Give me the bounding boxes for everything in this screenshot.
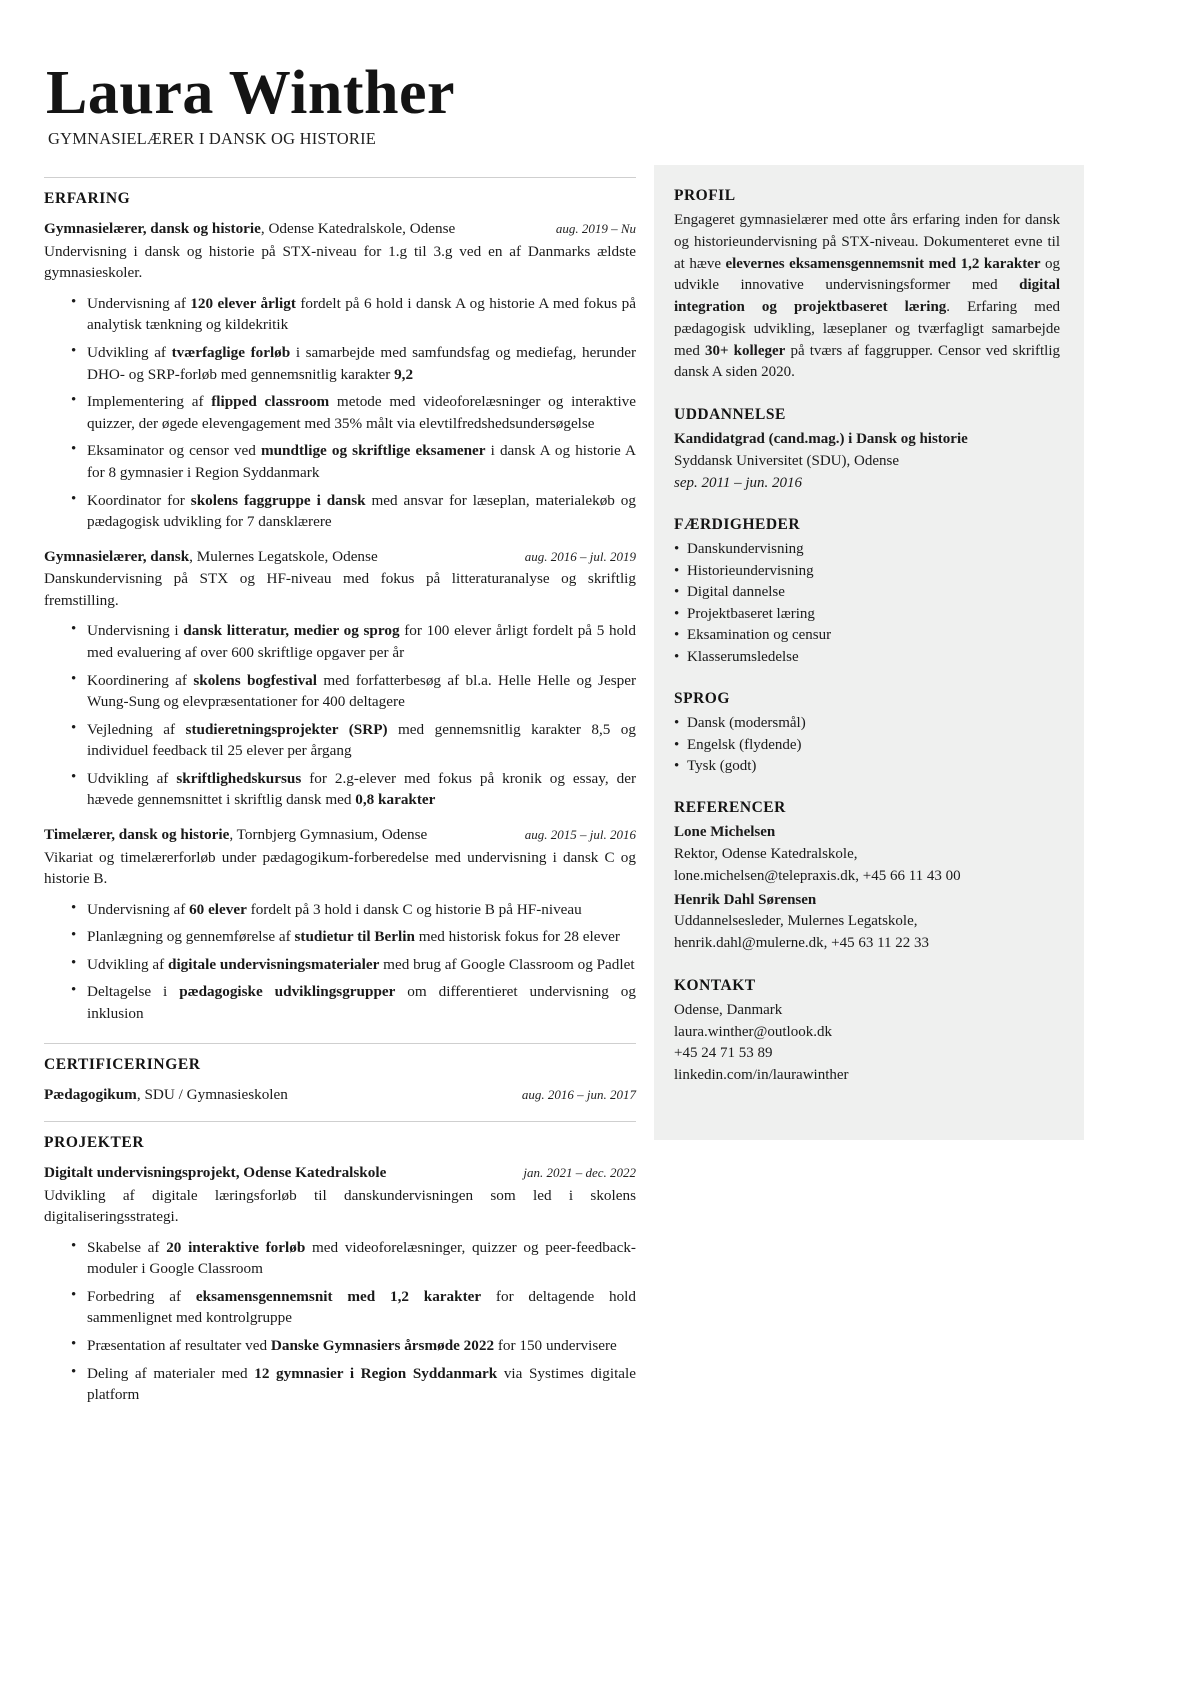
bullet-item: • Undervisning af 120 elever årligt fordelt på 6 hold i dansk A og historie A med fokus på analytisk tænkning og kildekritik: [71, 293, 636, 336]
entry-header: [44, 1163, 636, 1184]
professional-subtitle: GYMNASIELÆRER I DANSK OG HISTORIE: [48, 129, 377, 149]
reference-name: Henrik Dahl Sørensen: [674, 891, 817, 908]
reference-role: Uddannelsesleder, Mulernes Legatskole,: [674, 913, 918, 930]
bullet-item: • Deltagelse i pædagogiske udviklingsgrupper om differentieret undervisning og inklusion: [71, 981, 636, 1024]
language-item: • Tysk (godt): [674, 756, 1060, 777]
bullet-item: • Skabelse af 20 interaktive forløb med videoforelæsninger, quizzer og peer-feedback-moduler i Google Classroom: [71, 1237, 636, 1280]
bullet-item: • Udvikling af skriftlighedskursus for 2.g-elever med fokus på kronik og essay, der hævede gennemsnittet i skriftlig dansk med 0,8 karakter: [71, 768, 636, 811]
sidebar-section-education: [674, 406, 1060, 494]
reference-contact[interactable]: henrik.dahl@mulerne.dk, +45 63 11 22 33: [674, 935, 930, 952]
skill-item: • Klasserumsledelse: [674, 647, 1060, 668]
cv-body: [44, 177, 1135, 1420]
contact-location: Odense, Danmark: [674, 1001, 783, 1018]
project-entry: [44, 1163, 636, 1406]
reference-entry: [674, 822, 1060, 887]
sidebar-title-education: UDDANNELSE: [674, 406, 786, 424]
bullet-item: • Undervisning af 60 elever fordelt på 3 hold i dansk C og historie B på HF-niveau: [71, 899, 636, 921]
bullet-list: [44, 1237, 636, 1406]
section-title-projects: PROJEKTER: [44, 1134, 145, 1152]
entry-date: aug. 2019 – Nu: [555, 221, 636, 237]
language-item: • Engelsk (flydende): [674, 735, 1060, 756]
sidebar-section-references: [674, 799, 1060, 955]
skill-item: • Historieundervisning: [674, 561, 1060, 582]
education-school: Syddansk Universitet (SDU), Odense: [674, 452, 899, 469]
main-column: [44, 177, 636, 1420]
section-title-certifications: CERTIFICERINGER: [44, 1055, 201, 1073]
experience-entry: [44, 219, 636, 532]
bullet-list: [44, 620, 636, 811]
bullet-item: • Udvikling af tværfaglige forløb i samarbejde med samfundsfag og mediefag, herunder DHO- og SRP-forløb med gennemsnitlig karakter 9,2: [71, 342, 636, 385]
reference-role: Rektor, Odense Katedralskole,: [674, 846, 858, 863]
bullet-list: [44, 293, 636, 533]
section-divider: [44, 1121, 636, 1122]
bullet-item: • Planlægning og gennemførelse af studietur til Berlin med historisk fokus for 28 elever: [71, 926, 636, 948]
bullet-item: • Vejledning af studieretningsprojekter (SRP) med gennemsnitlig karakter 8,5 og individuel feedback til 25 elever per årgang: [71, 719, 636, 762]
education-degree: Kandidatgrad (cand.mag.) i Dansk og historie: [674, 431, 968, 448]
sidebar-title-profile: PROFIL: [674, 187, 736, 205]
sidebar-section-contact: [674, 977, 1060, 1087]
languages-list: [674, 713, 1060, 777]
sidebar-title-references: REFERENCER: [674, 799, 786, 817]
bullet-item: • Koordinator for skolens faggruppe i dansk med ansvar for læseplan, materialekøb og pædagogisk udvikling for 7 dansklærere: [71, 490, 636, 533]
contact-phone[interactable]: +45 24 71 53 89: [674, 1045, 773, 1062]
sidebar-title-skills: FÆRDIGHEDER: [674, 516, 801, 534]
entry-date: jan. 2021 – dec. 2022: [523, 1165, 636, 1181]
bullet-item: • Deling af materialer med 12 gymnasier i Region Syddanmark via Systimes digitale platform: [71, 1363, 636, 1406]
skill-item: • Projektbaseret læring: [674, 604, 1060, 625]
experience-entry: [44, 825, 636, 1025]
bullet-item: • Eksaminator og censor ved mundtlige og skriftlige eksamener i dansk A og historie A for 8 gymnasier i Region Syddanmark: [71, 440, 636, 483]
reference-contact[interactable]: lone.michelsen@telepraxis.dk, +45 66 11 43 00: [674, 867, 961, 884]
entry-description: Vikariat og timelærerforløb under pædagogikum-forberedelse med undervisning i dansk C og historie B.: [44, 848, 636, 888]
sidebar-section-skills: [674, 516, 1060, 668]
language-item: • Dansk (modersmål): [674, 713, 1060, 734]
section-divider: [44, 1043, 636, 1044]
bullet-item: • Præsentation af resultater ved Danske Gymnasiers årsmøde 2022 for 150 undervisere: [71, 1335, 636, 1357]
entry-date: aug. 2015 – jul. 2016: [524, 826, 636, 842]
entry-header: [44, 1085, 636, 1106]
entry-header: [44, 219, 636, 240]
contact-linkedin[interactable]: linkedin.com/in/laurawinther: [674, 1067, 849, 1084]
entry-title: Timelærer, dansk og historie, Tornbjerg Gymnasium, Odense: [44, 825, 428, 843]
entry-title: Gymnasielærer, dansk, Mulernes Legatskole, Odense: [44, 547, 378, 565]
experience-list: [44, 219, 636, 1024]
bullet-list: [44, 899, 636, 1025]
education-date: sep. 2011 – jun. 2016: [674, 474, 803, 491]
skill-item: • Danskundervisning: [674, 539, 1060, 560]
section-title-experience: ERFARING: [44, 190, 131, 208]
section-divider: [44, 177, 636, 178]
sidebar-title-languages: SPROG: [674, 690, 730, 708]
bullet-item: • Undervisning i dansk litteratur, medier og sprog for 100 elever årligt fordelt på 5 hold med evaluering af over 600 skriftlige opgaver per år: [71, 620, 636, 663]
certification-entry: [44, 1085, 636, 1106]
entry-date: aug. 2016 – jul. 2019: [524, 548, 636, 564]
certifications-list: [44, 1085, 636, 1106]
skill-item: • Digital dannelse: [674, 582, 1060, 603]
entry-date: aug. 2016 – jun. 2017: [521, 1086, 636, 1102]
skills-list: [674, 539, 1060, 668]
entry-description: Undervisning i dansk og historie på STX-niveau for 1.g til 3.g ved en af Danmarks ældste gymnasieskoler.: [44, 242, 636, 282]
entry-title: Pædagogikum, SDU / Gymnasieskolen: [44, 1085, 288, 1103]
cv-header: [44, 59, 1135, 149]
entry-header: [44, 825, 636, 846]
skill-item: • Eksamination og censur: [674, 625, 1060, 646]
entry-title: Gymnasielærer, dansk og historie, Odense Katedralskole, Odense: [44, 220, 456, 238]
bullet-item: • Udvikling af digitale undervisningsmaterialer med brug af Google Classroom og Padlet: [71, 954, 636, 976]
reference-entry: [674, 890, 1060, 955]
sidebar-title-contact: KONTAKT: [674, 976, 756, 994]
sidebar-section-languages: [674, 690, 1060, 777]
sidebar: [654, 165, 1084, 1140]
bullet-item: • Koordinering af skolens bogfestival med forfatterbesøg af bl.a. Helle Helle og Jesper Wung-Sung og elevpræsentationer for 400 deltagere: [71, 670, 636, 713]
profile-text: Engageret gymnasielærer med otte års erfaring inden for dansk og historieundervisning på STX-niveau. Dokumenteret evne til at hæve elevernes eksamensgennemsnit med 1,2 karakter og udvikle innovative undervisningsformer med digital integration og projektbaseret læring. Erfaring med pædagogisk udvikling, læseplaner og tværfagligt samarbejde med 30+ kolleger på tværs af faggrupper. Censor ved skriftlig dansk A siden 2020.: [674, 212, 1060, 381]
bullet-item: • Implementering af flipped classroom metode med videoforelæsninger og interaktive quizzer, der øgede elevengagement med 35% målt via elevtilfredshedsundersøgelse: [71, 391, 636, 434]
contact-email[interactable]: laura.winther@outlook.dk: [674, 1023, 832, 1040]
entry-description: Udvikling af digitale læringsforløb til danskundervisningen som led i skolens digitaliseringsstrategi.: [44, 1186, 636, 1226]
entry-description: Danskundervisning på STX og HF-niveau med fokus på litteraturanalyse og skriftlig fremstilling.: [44, 570, 636, 609]
entry-title: Digitalt undervisningsprojekt, Odense Katedralskole: [44, 1164, 387, 1182]
bullet-item: • Forbedring af eksamensgennemsnit med 1,2 karakter for deltagende hold sammenlignet med kontrolgruppe: [71, 1286, 636, 1329]
references-list: [674, 822, 1060, 955]
reference-name: Lone Michelsen: [674, 824, 776, 841]
entry-header: [44, 547, 636, 568]
sidebar-section-profile: [674, 187, 1060, 384]
page-title: Laura Winther: [46, 59, 455, 127]
experience-entry: [44, 547, 636, 811]
projects-list: [44, 1163, 636, 1406]
